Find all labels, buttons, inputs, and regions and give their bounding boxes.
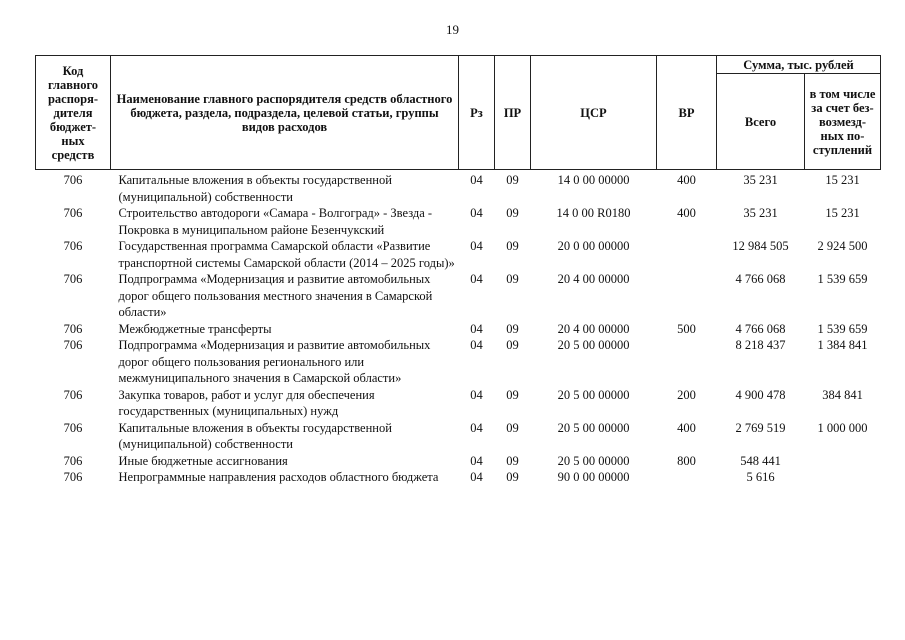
- cell-vr: [657, 238, 717, 271]
- cell-total: 548 441: [740, 453, 781, 468]
- cell-pr: 09: [506, 239, 519, 253]
- cell-rz: 04: [470, 420, 483, 435]
- cell-code: 706: [63, 387, 83, 402]
- table-row: [36, 238, 881, 271]
- cell-name: Подпрограмма «Модернизация и развитие автомобильных дорог общего пользования регионального или межмуниципального значения в Самарской области»: [118, 338, 431, 385]
- cell-total: 12 984 505: [732, 239, 789, 253]
- cell-total: 4 766 068: [735, 321, 786, 336]
- table-row: [36, 453, 881, 470]
- cell-name: Подпрограмма «Модернизация и развитие автомобильных дорог общего пользования местного значения в Самарской области»: [118, 272, 433, 319]
- header-total: Всего: [717, 74, 805, 170]
- cell-total: 8 218 437: [735, 338, 786, 352]
- cell-incl: 384 841: [822, 387, 863, 402]
- cell-csr: 14 0 00 R0180: [556, 206, 631, 220]
- cell-vr: 400: [677, 173, 696, 187]
- cell-csr: 14 0 00 00000: [557, 173, 630, 187]
- cell-vr: 400: [677, 206, 696, 220]
- cell-csr: 90 0 00 00000: [557, 470, 630, 484]
- cell-rz: 04: [470, 453, 483, 468]
- cell-csr: 20 5 00 00000: [557, 453, 630, 468]
- cell-incl: 1 539 659: [817, 272, 868, 286]
- cell-name: Строительство автодороги «Самара - Волгоград» - Звезда - Покровка в муниципальном районе Безенчукский: [118, 206, 433, 237]
- cell-vr: 500: [677, 321, 696, 336]
- cell-pr: 09: [506, 470, 519, 484]
- cell-name: Капитальные вложения в объекты государственной (муниципальной) собственности: [118, 420, 392, 451]
- cell-name: Межбюджетные трансферты: [118, 321, 272, 336]
- cell-incl: [805, 453, 881, 470]
- cell-vr: 200: [677, 387, 696, 402]
- cell-incl: 15 231: [825, 173, 860, 187]
- header-pr: ПР: [495, 56, 531, 170]
- header-csr: ЦСР: [531, 56, 657, 170]
- cell-code: 706: [63, 239, 83, 253]
- header-vr: ВР: [657, 56, 717, 170]
- cell-csr: 20 4 00 00000: [557, 272, 630, 286]
- cell-code: 706: [63, 272, 83, 286]
- table-row: [36, 469, 881, 486]
- cell-code: 706: [63, 321, 83, 336]
- cell-csr: 20 5 00 00000: [557, 387, 630, 402]
- cell-csr: 20 5 00 00000: [557, 338, 630, 352]
- table-body: [36, 170, 881, 486]
- cell-rz: 04: [470, 387, 483, 402]
- table-row: [36, 321, 881, 338]
- cell-pr: 09: [506, 173, 519, 187]
- cell-pr: 09: [506, 321, 519, 336]
- cell-pr: 09: [506, 420, 519, 435]
- cell-vr: [657, 469, 717, 486]
- table-row: [36, 337, 881, 387]
- cell-rz: 04: [470, 321, 483, 336]
- cell-code: 706: [63, 338, 83, 352]
- cell-incl: 1 000 000: [817, 420, 868, 435]
- cell-pr: 09: [506, 206, 519, 220]
- header-sum: Сумма, тыс. рублей: [717, 56, 881, 74]
- cell-incl: 2 924 500: [817, 239, 868, 253]
- header-incl: в том числе за счет без-возмезд-ных по-ступлений: [805, 74, 881, 170]
- cell-code: 706: [63, 470, 83, 484]
- cell-incl: 15 231: [825, 206, 860, 220]
- cell-incl: 1 539 659: [817, 321, 868, 336]
- cell-name: Государственная программа Самарской области «Развитие транспортной системы Самарской области (2014 – 2025 годы)»: [118, 239, 455, 270]
- budget-table: [35, 55, 881, 486]
- cell-name: Непрограммные направления расходов областного бюджета: [118, 470, 439, 484]
- cell-incl: 1 384 841: [817, 338, 868, 352]
- cell-pr: 09: [506, 338, 519, 352]
- cell-total: 4 900 478: [735, 387, 786, 402]
- cell-vr: 800: [677, 453, 696, 468]
- cell-rz: 04: [470, 272, 483, 286]
- header-name: Наименование главного распорядителя средств областного бюджета, раздела, подраздела, целевой статьи, группы видов расходов: [111, 56, 459, 170]
- cell-incl: [805, 469, 881, 486]
- cell-csr: 20 4 00 00000: [557, 321, 630, 336]
- cell-pr: 09: [506, 453, 519, 468]
- table-row: [36, 205, 881, 238]
- table-row: [36, 387, 881, 420]
- page-number: 19: [446, 22, 459, 37]
- cell-vr: [657, 271, 717, 321]
- header-code: Код главного распоря-дителя бюджет-ных средств: [36, 56, 111, 170]
- cell-rz: 04: [470, 470, 483, 484]
- cell-total: 35 231: [743, 173, 778, 187]
- cell-total: 35 231: [743, 206, 778, 220]
- cell-code: 706: [63, 420, 83, 435]
- header-rz: Рз: [459, 56, 495, 170]
- cell-code: 706: [63, 173, 83, 187]
- cell-total: 2 769 519: [735, 420, 786, 435]
- table-row: [36, 271, 881, 321]
- cell-total: 5 616: [746, 470, 775, 484]
- cell-rz: 04: [470, 239, 483, 253]
- cell-name: Иные бюджетные ассигнования: [118, 453, 288, 468]
- cell-name: Закупка товаров, работ и услуг для обеспечения государственных (муниципальных) нужд: [118, 387, 375, 418]
- cell-code: 706: [63, 206, 83, 220]
- cell-rz: 04: [470, 206, 483, 220]
- cell-rz: 04: [470, 173, 483, 187]
- table-header: [36, 56, 881, 170]
- cell-vr: 400: [677, 420, 696, 435]
- cell-code: 706: [63, 453, 83, 468]
- cell-csr: 20 0 00 00000: [557, 239, 630, 253]
- cell-csr: 20 5 00 00000: [557, 420, 630, 435]
- table-row: [36, 170, 881, 206]
- cell-pr: 09: [506, 272, 519, 286]
- cell-name: Капитальные вложения в объекты государственной (муниципальной) собственности: [118, 173, 392, 204]
- cell-rz: 04: [470, 338, 483, 352]
- cell-total: 4 766 068: [735, 272, 786, 286]
- cell-pr: 09: [506, 387, 519, 402]
- cell-vr: [657, 337, 717, 387]
- table-row: [36, 420, 881, 453]
